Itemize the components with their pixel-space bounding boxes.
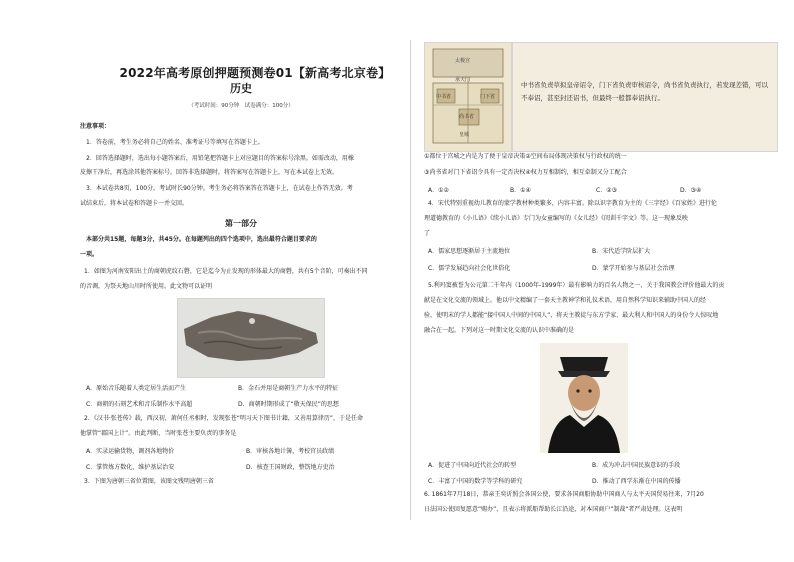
q4-text: 理道德教育的《小儿语》《续小儿语》专门为女童编写的《女儿经》《闺训千字文》等。这一现象反映 (424, 215, 689, 222)
q1-option-a: A．原始音乐随着人类定居生活而产生 (86, 385, 187, 392)
tang-three-departments-map (424, 42, 512, 152)
instruction-item: 试结束后，将本试卷和答题卡一并交回。 (80, 200, 189, 207)
part1-desc: 一项。 (80, 251, 99, 258)
q5-text: 5.利玛窦被誉为公元第二千年内（1000年-1999年）最有影响力的百名人物之一，关于我国教会评价他最大的贡 (428, 282, 725, 289)
instruction-item: 2．回答选择题时，选出每小题答案后，用铅笔把答题卡上对应题目的答案标号涂黑。如需改动，用橡 (86, 155, 354, 162)
map-caption-box (512, 42, 778, 152)
map-label: 太极宫 (455, 58, 471, 64)
q4-option-c: C．儒学发展趋向社会化世俗化 (428, 265, 511, 272)
q5-text: 融合在一起。下列对这一时期文化交流的认识中准确的是 (424, 327, 575, 334)
instruction-item: 3．本试卷共8页，100分。考试时长90分钟。考生务必将答案答在答题卡上，在试卷上作答无效。考 (86, 185, 353, 192)
q6-text: 6. 1861年7月18日，恭亲王奕䜣照会各国公使，要求各国商船协助中国商人与太平天国贸易往来，7月20 (424, 491, 704, 498)
q6-text: 日法国公使回复愿意“赐办”，且表示将派船帮助长江沿途，对本国商户”制裁“者严肃处理。这表明 (424, 506, 683, 513)
q5-text: 献是在文化交流的领域上。他以中文精编了一套天主教神学和礼仪术语，用自然科学知识来辅助中国人的经 (424, 297, 707, 304)
map-label: 门下省 (480, 94, 496, 100)
map-caption: 中书省负责草拟皇帝诏令，门下省负责审核诏令，尚书省负责执行，若发现差错，可以不奉诏，甚至封还诏书，但最终一般都奉诏执行。 (521, 81, 768, 102)
q4-text: 4．宋代特别重视幼儿教育的蒙学教材种类繁多，内容丰富。除以识字教育为主的《三字经》《百家姓》进行伦 (428, 200, 717, 207)
q1-option-d: D．商朝时期形成了“敬天保民”的思想 (238, 401, 339, 408)
map-label: 承天门 (455, 77, 471, 83)
q3-option-d: D．③④ (680, 187, 702, 194)
q2-text: 他掌管“郡国上计”。由此判断，当时张苍主要负责的事务是 (80, 430, 237, 437)
q5-option-b: B．成为冲击中国民族意识的手段 (592, 462, 681, 469)
q4-option-b: B．宋代适学阶层扩大 (592, 248, 651, 255)
map-label: 皇城 (459, 132, 470, 138)
q1-option-c: C．商朝的石刻艺术和音乐制作水平高超 (86, 401, 193, 408)
q1-text: 的音调，为祭天地山川时所使用。此文物可以证明 (80, 283, 213, 290)
instruction-item: 皮擦干净后，再选涂其他答案标号。回答非选择题时，将答案写在答题卡上，写在本试卷上无效。 (80, 169, 339, 176)
q4-option-d: D．蒙学开始参与基层社会治理 (592, 265, 675, 272)
q3-statement: ①都位于宫城之内是为了便于皇帝决策②空间布局体现决策权与行政权的统一 (424, 153, 627, 160)
instruction-item: 1．答卷前，考生务必将自己的姓名、准考证号等填写在答题卡上。 (86, 139, 264, 146)
q1-text: 1．如图为河南安阳出土的商朝虎纹石磬，它是迄今为止发现的形体最大的商磬，共有5个音阶，可奏出不同 (84, 268, 368, 275)
q2-option-d: D．核查王国财政，整饬地方吏治 (246, 464, 335, 471)
exam-title: 2022年高考原创押题预测卷01【新高考北京卷】 (119, 66, 391, 80)
q3-option-c: C．②③ (596, 187, 617, 194)
part1-desc: 本部分共15题，每题3分，共45分。在每题列出的四个选项中，选出最符合题目要求的 (86, 236, 317, 243)
column-divider (410, 40, 411, 520)
q2-text: 2．《汉书·张苍传》载，西汉初，萧何任丞相时，发现张苍“明习天下图书计籍，又善用算律历”，于是任命 (84, 415, 363, 422)
q5-text: 验，使明末的学人都能“接中国人中间的中国人”，将天主教徒与东方学家、最大利人和中国人的身份令人惊叹地 (424, 312, 719, 319)
q3-option-b: B．①④ (510, 187, 531, 194)
exam-meta: （考试时间：90分钟 试卷满分：100分） (188, 103, 294, 109)
stone-chime-image (177, 298, 325, 378)
q5-option-a: A．促进了中国向近代社会的转型 (428, 462, 517, 469)
part1-heading: 第一部分 (225, 219, 257, 228)
exam-subject: 历史 (230, 82, 252, 95)
q5-option-c: C．丰富了中国的数学等学科的研究 (428, 478, 523, 485)
q5-option-d: D．推动了西学东渐在中国的传播 (592, 478, 681, 485)
map-label: 中书省 (436, 94, 452, 100)
q2-option-b: B．审核各地计簿，考校官员政绩 (246, 448, 335, 455)
q1-option-b: B．金石并用是商朝生产力水平的特征 (238, 385, 339, 392)
matteo-ricci-portrait (540, 343, 628, 453)
q3-option-a: A．①② (428, 187, 449, 194)
map-label: 尚书省 (459, 114, 475, 120)
q4-text: 了 (424, 230, 431, 237)
q2-option-a: A．实录运输货物，调剂各地物价 (86, 448, 175, 455)
q3-text: 3．下图为唐朝三省位置图，该图文残明唐朝三省 (84, 478, 214, 485)
q2-option-c: C．掌管炼方数化，维护基层治安 (86, 464, 175, 471)
q4-option-a: A．儒家思想逐渐居于主流地位 (428, 248, 511, 255)
instructions-heading: 注意事项： (80, 123, 111, 130)
q3-statement: ③尚书省对门下省诏令具有一定否决权④权力互相制约，相互牵制又分工配合 (424, 169, 627, 176)
